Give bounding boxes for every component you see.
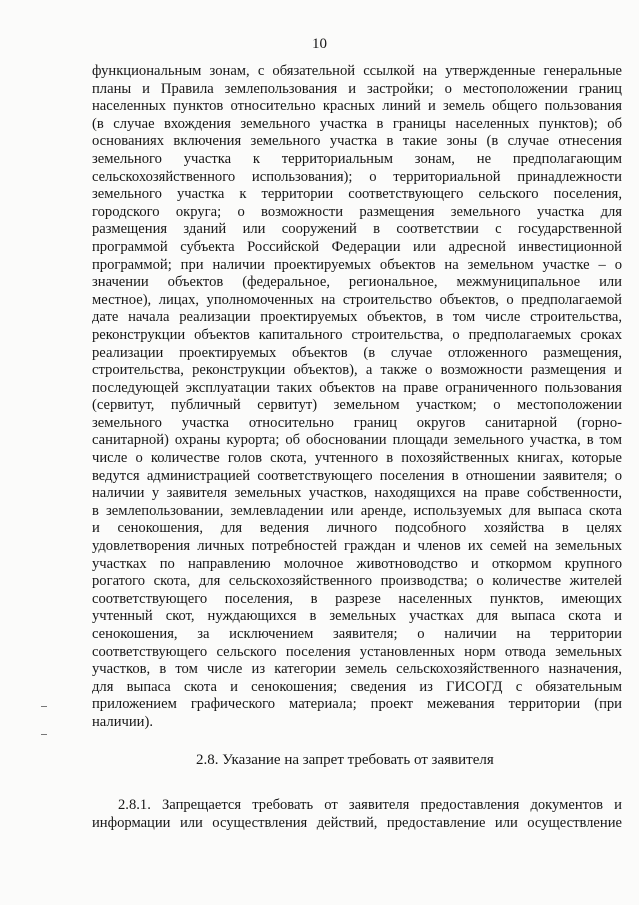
- text-line: приложением графического материала; проект межевания территории (при: [92, 696, 622, 713]
- text-line: значении объектов (федеральное, региональное, межмуниципальное или: [92, 274, 622, 291]
- text-line: функциональным зонам, с обязательной ссылкой на утвержденные генеральные: [92, 63, 622, 79]
- text-line: городского округа; о возможности размещения земельного участка для: [92, 203, 622, 220]
- text-line: соответствующего сельского поселения установленных норм отвода земельных: [92, 643, 622, 660]
- text-line: (сервитут, публичный сервитут) земельном участком; о местоположении: [92, 397, 622, 414]
- text-line: сенокошения, за исключением заявителя; о наличии на территории: [92, 626, 622, 642]
- body-paragraph: [92, 63, 622, 732]
- text-line: удовлетворения личных потребностей граждан и членов их семей на земельных: [92, 538, 622, 555]
- section-heading: 2.8. Указание на запрет требовать от заявителя: [196, 752, 494, 768]
- text-line: информации или осуществления действий, предоставление или осуществление: [92, 814, 622, 831]
- paragraph-2-8-1: [92, 797, 622, 832]
- text-line: 2.8.1. Запрещается требовать от заявителя предоставления документов и: [118, 797, 622, 813]
- text-line: санитарной) охраны курорта; об обосновании площади земельного участка, в том: [92, 432, 622, 449]
- text-line: наличии).: [92, 713, 153, 730]
- text-line: дате начала реализации проектируемых объектов, в том числе строительства,: [92, 309, 622, 326]
- text-line: наличии у заявителя земельных участков, находящихся на праве собственности,: [92, 485, 622, 502]
- margin-mark: [41, 706, 47, 707]
- text-line: последующей эксплуатации таких объектов на праве ограниченного пользования: [92, 379, 622, 396]
- text-line: участках по направлению молочное животноводство и откормом крупного: [92, 555, 622, 572]
- text-line: участков, в том числе из категории земель сельскохозяйственного назначения,: [92, 661, 622, 678]
- page-number: 10: [312, 36, 327, 52]
- margin-mark: [41, 734, 47, 735]
- text-line: программой; при наличии проектируемых объектов на земельном участке – о: [92, 256, 622, 273]
- text-line: учтенный скот, нуждающихся в земельных участках для выпаса скота и: [92, 608, 622, 625]
- text-line: сельскохозяйственного использования); о территориальной принадлежности: [92, 168, 622, 185]
- text-line: ведутся администрацией соответствующего поселения в отношении заявителя; о: [92, 467, 622, 484]
- text-line: земельного участка относительно границ округов санитарной (горно-: [92, 414, 622, 431]
- text-line: числе о количестве голов скота, учтенного в похозяйственных книгах, которые: [92, 450, 622, 467]
- text-line: земельного участка к территории соответствующего сельского поселения,: [92, 186, 622, 203]
- text-line: (в случае вхождения земельного участка в границы населенных пунктов); об: [92, 115, 622, 132]
- text-line: основаниях включения земельного участка в такие зоны (в случае отнесения: [92, 133, 622, 150]
- text-line: размещения зданий или сооружений в соответствии с государственной: [92, 221, 622, 238]
- text-line: земельного участка к территориальным зонам, не предполагающим: [92, 150, 622, 167]
- text-line: реализации проектируемых объектов (в случае отложенного размещения,: [92, 344, 622, 361]
- text-line: реконструкции объектов капитального строительства, о предполагаемых сроках: [92, 326, 622, 343]
- text-line: для выпаса скота и сенокошения; сведения из ГИСОГД с обязательным: [92, 678, 622, 695]
- text-line: программой субъекта Российской Федерации или адресной инвестиционной: [92, 238, 622, 255]
- text-line: планы и Правила землепользования и застройки; о местоположении границ: [92, 80, 622, 97]
- text-line: в землепользовании, землевладении или аренде, используемых для выпаса скота: [92, 502, 622, 519]
- text-line: рогатого скота, для сельскохозяйственного производства; о количестве жителей: [92, 573, 622, 590]
- text-line: населенных пунктов относительно красных линий и земель общего пользования: [92, 98, 622, 115]
- text-line: и сенокошения, для ведения личного подсобного хозяйства в целях: [92, 520, 622, 537]
- text-line: местное), лицах, уполномоченных на строительство объектов, о предполагаемой: [92, 291, 622, 308]
- text-line: соответствующего поселения, в разрезе населенных пунктов, имеющих: [92, 590, 622, 607]
- text-line: строительства, реконструкции объектов), а также о возможности размещения и: [92, 362, 622, 379]
